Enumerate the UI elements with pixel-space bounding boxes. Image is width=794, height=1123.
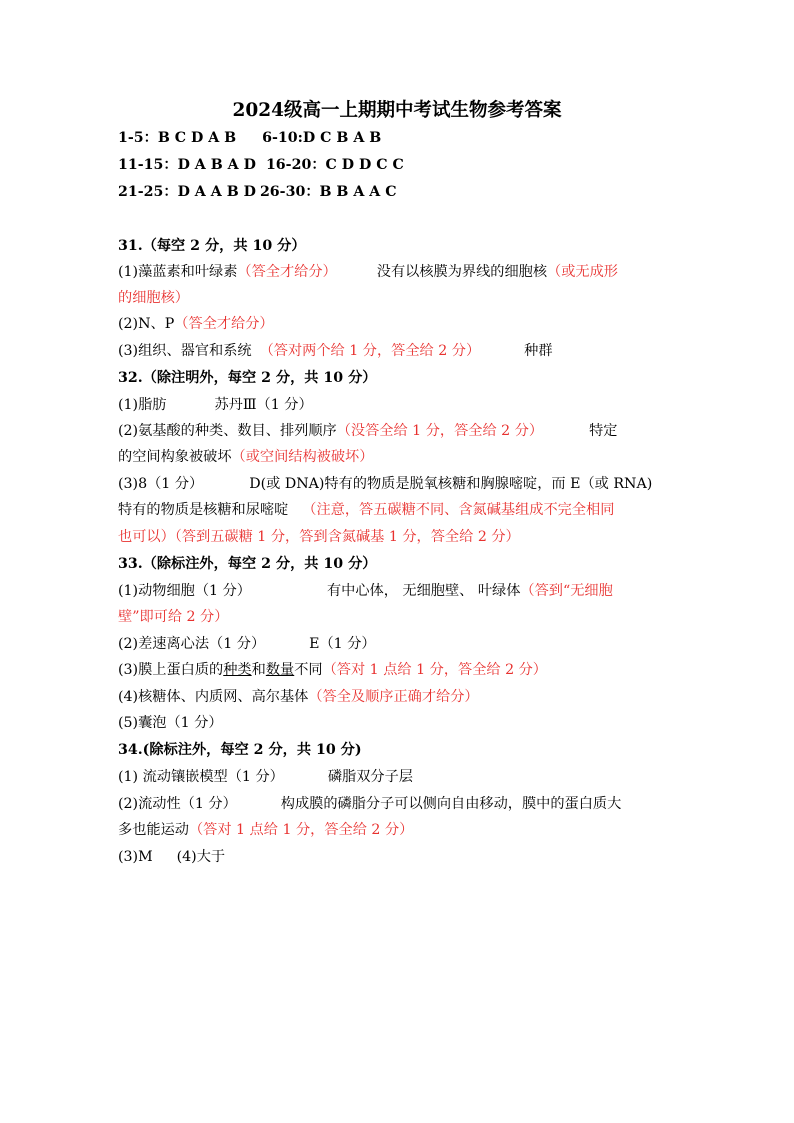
q32-part3-cont bbox=[118, 500, 614, 520]
q33-p3-answer-mid: 和 bbox=[251, 662, 266, 678]
q31-p1-note-b: （或无成形 bbox=[547, 264, 618, 280]
q31-p3-answer-b: 种群 bbox=[524, 343, 553, 359]
q33-p4-answer: (4)核糖体、内质网、高尔基体 bbox=[118, 689, 309, 705]
q32-p2-answer-b-cont: 的空间构象被破坏 bbox=[118, 449, 232, 465]
q34-p3-answer: (3)M bbox=[118, 849, 153, 865]
q33-p2-answer: (2)差速离心法（1 分） bbox=[118, 636, 266, 652]
q31-p3-note: （答对两个给 1 分，答全给 2 分） bbox=[259, 343, 481, 359]
q31-p2-answer: (2)N、P bbox=[118, 316, 175, 332]
q33-p1-answer: (1)动物细胞（1 分） bbox=[118, 583, 251, 599]
q34-p4-answer: (4)大于 bbox=[176, 849, 226, 865]
q32-p1-answer-b: 苏丹Ⅲ（1 分） bbox=[214, 397, 313, 413]
q32-part2-cont bbox=[118, 447, 373, 467]
q32-part1 bbox=[118, 395, 313, 415]
q31-p1-note-b-cont: 的细胞核） bbox=[118, 290, 189, 306]
q33-p3-keyword-amount: 数量 bbox=[265, 662, 295, 678]
q32-p3-note-cont: 也可以）（答到五碳糖 1 分，答到含氮碱基 1 分，答全给 2 分） bbox=[118, 529, 520, 545]
q32-p2-note-b: （或空间结构被破坏） bbox=[231, 449, 374, 465]
q31-header: 31.（每空 2 分，共 10 分） bbox=[118, 238, 306, 254]
page-title: 2024级高一上期期中考试生物参考答案 bbox=[232, 100, 562, 121]
q32-p3-note: （注意，答五碳糖不同、含氮碱基组成不完全相同 bbox=[302, 502, 615, 518]
q32-p2-answer: (2)氨基酸的种类、数目、排列顺序 bbox=[118, 423, 337, 439]
q33-p1-answer-b: 有中心体， 无细胞壁、 叶绿体 bbox=[326, 583, 521, 599]
mc-row-3 bbox=[118, 182, 397, 202]
q34-part2 bbox=[118, 794, 621, 814]
q33-p1-note: （答到“无细胞 bbox=[520, 583, 613, 599]
q34-part2-cont bbox=[118, 820, 413, 840]
q32-p3-answer-b-cont: 特有的物质是核糖和尿嘧啶 bbox=[118, 502, 289, 518]
q33-header: 33.（除标注外，每空 2 分，共 10 分） bbox=[118, 556, 377, 572]
q33-p3-answer-post: 不同 bbox=[294, 662, 323, 678]
q34-p2-answer-b: 构成膜的磷脂分子可以侧向自由移动，膜中的蛋白质大 bbox=[280, 796, 622, 812]
mc-answer-26-30: 26-30：B B A A C bbox=[259, 184, 397, 200]
q34-part1 bbox=[118, 767, 413, 787]
mc-answer-6-10: 6-10:D C B A B bbox=[262, 130, 382, 146]
q31-part2 bbox=[118, 314, 274, 334]
q31-p3-answer: (3)组织、器官和系统 bbox=[118, 343, 252, 359]
q34-p2-note: （答对 1 点给 1 分，答全给 2 分） bbox=[188, 822, 414, 838]
q33-part2 bbox=[118, 634, 376, 654]
q32-part3 bbox=[118, 474, 652, 494]
q34-p2-answer: (2)流动性（1 分） bbox=[118, 796, 237, 812]
q33-part1 bbox=[118, 581, 613, 601]
q34-part3-4 bbox=[118, 847, 225, 867]
q31-p1-note: （答全才给分） bbox=[237, 264, 337, 280]
q31-p1-answer-b: 没有以核膜为界线的细胞核 bbox=[376, 264, 548, 280]
q33-p1-note-cont: 壁”即可给 2 分） bbox=[118, 609, 229, 625]
q31-part3 bbox=[118, 341, 553, 361]
mc-answer-1-5: 1-5：B C D A B bbox=[118, 130, 237, 146]
mc-row-2 bbox=[118, 155, 404, 175]
q34-p1-answer-b: 磷脂双分子层 bbox=[327, 769, 413, 785]
q32-p2-note: （没答全给 1 分，答全给 2 分） bbox=[336, 423, 544, 439]
q32-p2-answer-b: 特定 bbox=[589, 423, 618, 439]
q33-p3-answer-pre: (3)膜上蛋白质的 bbox=[118, 662, 224, 678]
mc-answer-21-25: 21-25：D A A B D bbox=[118, 184, 256, 200]
q31-part1 bbox=[118, 262, 618, 282]
q33-p2-answer-b: E（1 分） bbox=[309, 636, 376, 652]
q31-p1-answer: (1)藻蓝素和叶绿素 bbox=[118, 264, 238, 280]
q32-p1-answer: (1)脂肪 bbox=[118, 397, 167, 413]
q33-p3-keyword-kind: 种类 bbox=[223, 662, 252, 678]
q33-part4 bbox=[118, 687, 479, 707]
q33-p4-note: （答全及顺序正确才给分） bbox=[308, 689, 479, 705]
q31-p2-note: （答全才给分） bbox=[174, 316, 274, 332]
q32-p3-answer: (3)8（1 分） bbox=[118, 476, 204, 492]
q34-p1-answer: (1) 流动镶嵌模型（1 分） bbox=[118, 769, 284, 785]
q32-header: 32.（除注明外，每空 2 分，共 10 分） bbox=[118, 370, 377, 386]
q33-p3-note: （答对 1 点给 1 分，答全给 2 分） bbox=[322, 662, 547, 678]
q32-part2 bbox=[118, 421, 617, 441]
mc-answer-16-20: 16-20：C D D C C bbox=[265, 157, 404, 173]
q32-p3-answer-b: D(或 DNA)特有的物质是脱氧核糖和胸腺嘧啶，而 E（或 RNA) bbox=[249, 476, 653, 492]
q34-header: 34.(除标注外，每空 2 分，共 10 分) bbox=[118, 742, 362, 758]
q33-part5: (5)囊泡（1 分） bbox=[118, 715, 223, 731]
mc-row-1 bbox=[118, 128, 381, 148]
q33-part3 bbox=[118, 660, 547, 680]
q34-p2-answer-b-cont: 多也能运动 bbox=[118, 822, 189, 838]
mc-answer-11-15: 11-15：D A B A D bbox=[118, 157, 256, 173]
